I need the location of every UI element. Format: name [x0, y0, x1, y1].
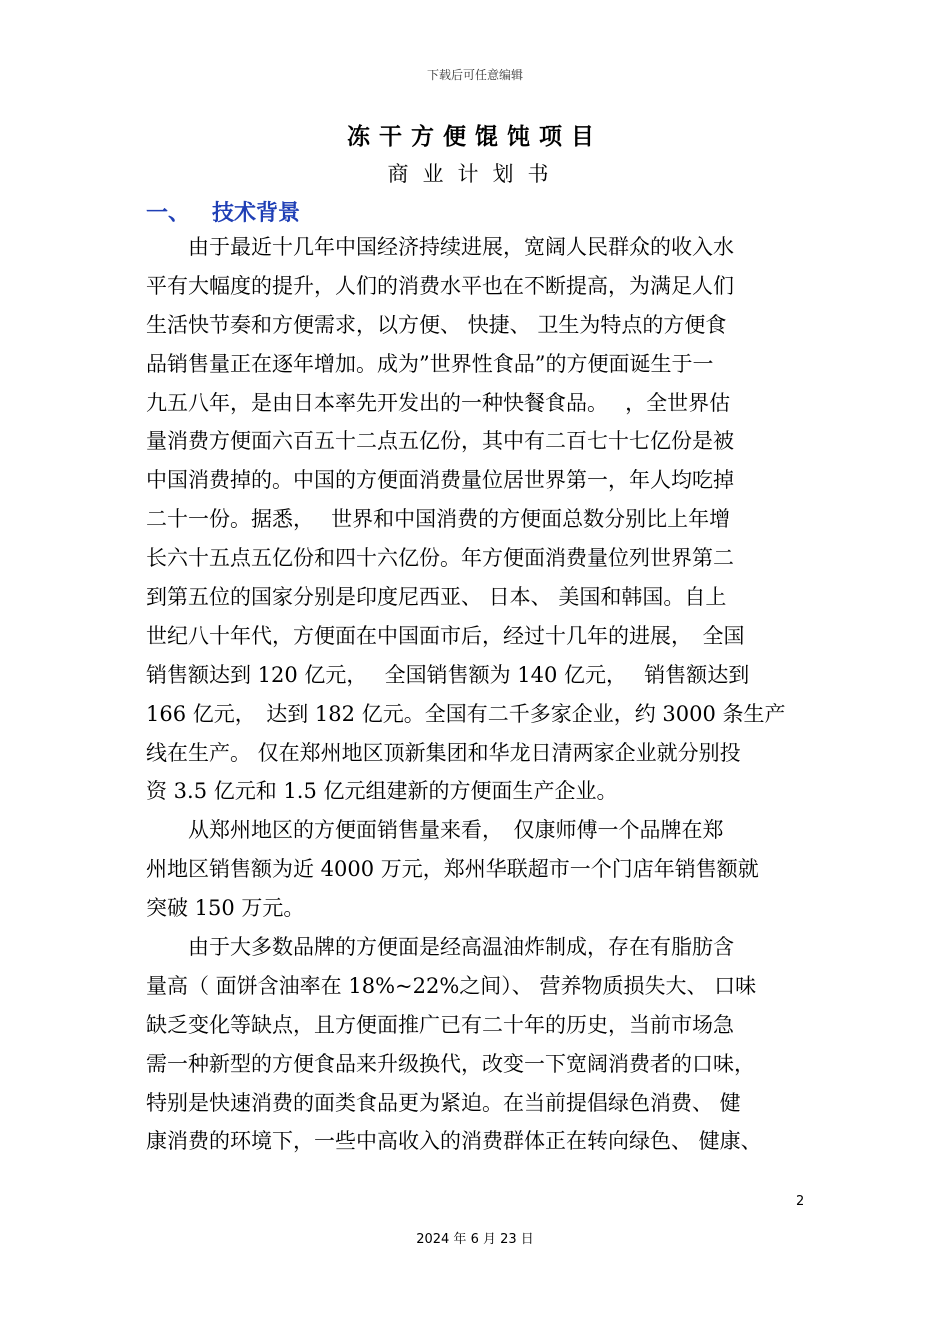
text-line: 由于最近十几年中国经济持续进展，宽阔人民群众的收入水: [146, 235, 734, 259]
text-line: 到第五位的国家分别是印度尼西亚、 日本、 美国和韩国。自上: [146, 585, 727, 610]
text-line: 突破 150 万元。: [146, 896, 305, 921]
text-line: 世纪八十年代，方便面在中国面市后，经过十几年的进展， 全国: [146, 623, 745, 648]
text-line: 线在生产。 仅在郑州地区顶新集团和华龙日清两家企业就分别投: [146, 740, 741, 765]
text-line: 从郑州地区的方便面销售量来看， 仅康师傅一个品牌在郑: [146, 818, 724, 843]
page-number: 2: [796, 1194, 805, 1209]
text-line: 由于大多数品牌的方便面是经高温油炸制成，存在有脂肪含: [146, 935, 734, 960]
text-line: 量高（ 面饼含油率在 18%~22%之间）、 营养物质损失大、 口味: [146, 973, 757, 998]
text-line: 九五八年，是由日本率先开发出的一种快餐食品。 ，全世界估: [146, 390, 731, 415]
text-line: 销售额达到 120 亿元， 全国销售额为 140 亿元， 销售额达到: [146, 662, 750, 687]
text-line: 品销售量正在逐年增加。成为”世界性食品”的方便面诞生于一: [146, 351, 714, 376]
footer-date: 2024 年 6 月 23 日: [416, 1232, 534, 1247]
section-title: 技术背景: [212, 201, 301, 226]
body-text: [146, 228, 814, 1161]
text-line: 缺乏变化等缺点，且方便面推广已有二十年的历史，当前市场急: [146, 1012, 734, 1037]
text-line: 长六十五点五亿份和四十六亿份。年方便面消费量位列世界第二: [146, 546, 734, 571]
section-number: 一、: [146, 201, 191, 226]
text-line: 州地区销售额为近 4000 万元，郑州华联超市一个门店年销售额就: [146, 857, 759, 882]
document-title: 冻干方便馄饨项目: [347, 124, 603, 150]
section-heading: [146, 196, 300, 227]
text-line: 平有大幅度的提升，人们的消费水平也在不断提高，为满足人们: [146, 273, 734, 298]
text-line: 量消费方便面六百五十二点五亿份，其中有二百七十七亿份是被: [146, 429, 734, 454]
text-line: 166 亿元， 达到 182 亿元。全国有二千多家企业，约 3000 条生产: [146, 701, 786, 726]
text-line: 需一种新型的方便食品来升级换代，改变一下宽阔消费者的口味，: [146, 1051, 755, 1076]
document-subtitle: 商业计划书: [387, 162, 563, 186]
text-line: 康消费的环境下，一些中高收入的消费群体正在转向绿色、 健康、: [146, 1129, 762, 1154]
text-line: 资 3.5 亿元和 1.5 亿元组建新的方便面生产企业。: [146, 779, 618, 804]
text-line: 生活快节奏和方便需求，以方便、 快捷、 卫生为特点的方便食: [146, 312, 727, 337]
text-line: 中国消费掉的。中国的方便面消费量位居世界第一，年人均吃掉: [146, 468, 734, 493]
text-line: 二十一份。据悉， 世界和中国消费的方便面总数分别比上年增: [146, 507, 731, 532]
text-line: 特别是快速消费的面类食品更为紧迫。在当前提倡绿色消费、 健: [146, 1090, 741, 1115]
header-note: 下载后可任意编辑: [426, 68, 523, 82]
